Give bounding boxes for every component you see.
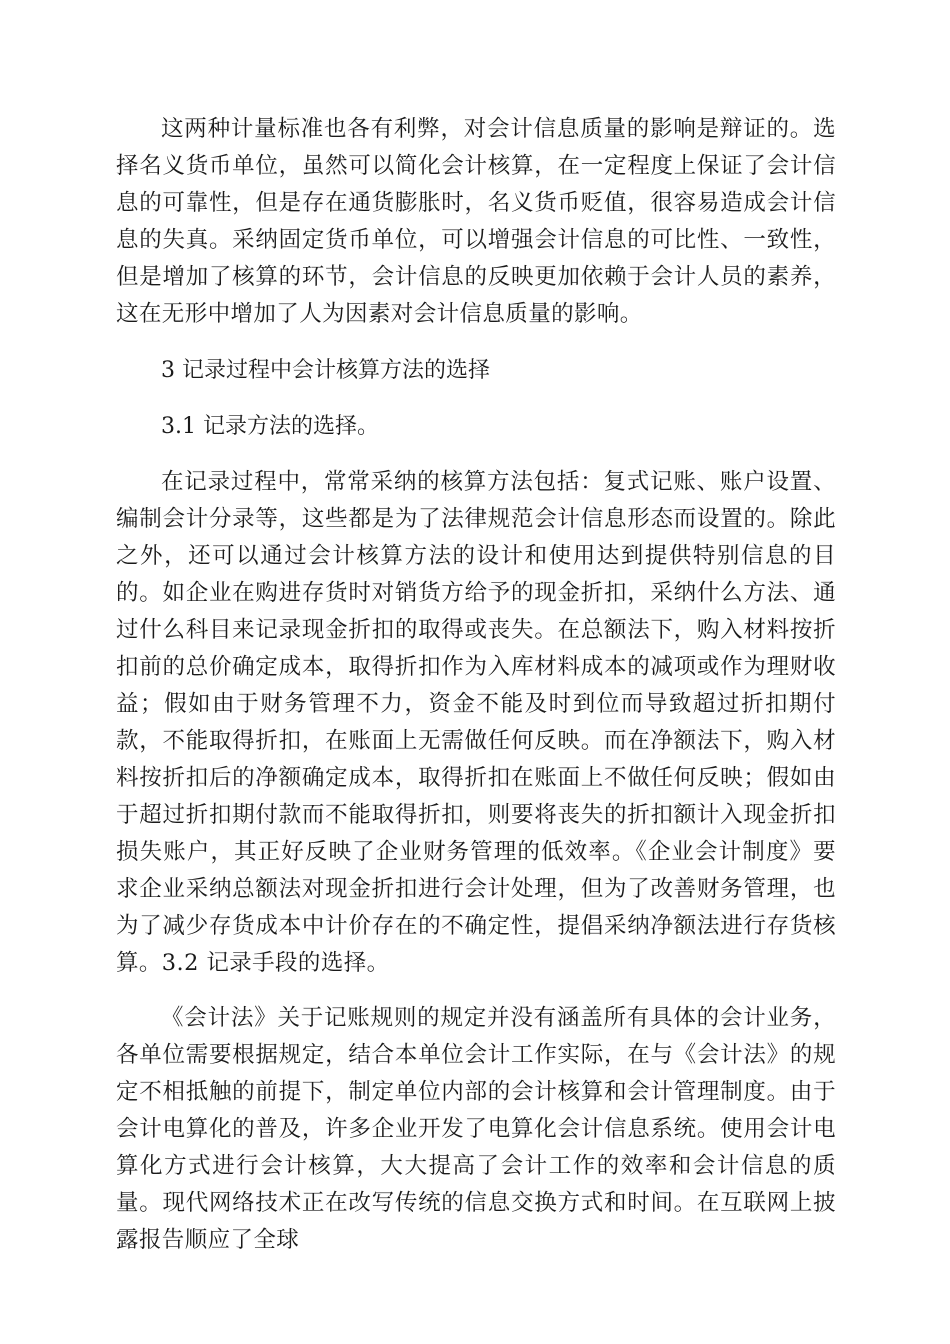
subsection-heading-3-1: 3.1 记录方法的选择。 bbox=[161, 414, 379, 439]
document-page bbox=[116, 111, 836, 1259]
paragraph-accounting-law: 《会计法》关于记账规则的规定并没有涵盖所有具体的会计业务，各单位需要根据规定，结合本单位会计工作实际，在与《会计法》的规定不相抵触的前提下，制定单位内部的会计核算和会计管理制度。由于会计电算化的普及，许多企业开发了电算化会计信息系统。使用会计电算化方式进行会计核算，大大提高了会计工作的效率和会计信息的质量。现代网络技术正在改写传统的信息交换方式和时间。在互联网上披露报告顺应了全球 bbox=[116, 1005, 836, 1253]
paragraph-recording-methods: 在记录过程中，常常采纳的核算方法包括：复式记账、账户设置、编制会计分录等，这些都是为了法律规范会计信息形态而设置的。除此之外，还可以通过会计核算方法的设计和使用达到提供特别信息的目的。如企业在购进存货时对销货方给予的现金折扣，采纳什么方法、通过什么科目来记录现金折扣的取得或丧失。在总额法下，购入材料按折扣前的总价确定成本，取得折扣作为入库材料成本的减项或作为理财收益；假如由于财务管理不力，资金不能及时到位而导致超过折扣期付款，不能取得折扣，在账面上无需做任何反映。而在净额法下，购入材料按折扣后的净额确定成本，取得折扣在账面上不做任何反映；假如由于超过折扣期付款而不能取得折扣，则要将丧失的折扣额计入现金折扣损失账户，其正好反映了企业财务管理的低效率。《企业会计制度》要求企业采纳总额法对现金折扣进行会计处理，但为了改善财务管理，也为了减少存货成本中计价存在的不确定性，提倡采纳净额法进行存货核算。3.2 记录手段的选择。 bbox=[116, 469, 836, 976]
paragraph-measurement-standards: 这两种计量标准也各有利弊，对会计信息质量的影响是辩证的。选择名义货币单位，虽然可以简化会计核算，在一定程度上保证了会计信息的可靠性，但是存在通货膨胀时，名义货币贬值，很容易造成会计信息的失真。采纳固定货币单位，可以增强会计信息的可比性、一致性，但是增加了核算的环节，会计信息的反映更加依赖于会计人员的素养，这在无形中增加了人为因素对会计信息质量的影响。 bbox=[116, 116, 836, 327]
section-heading-3: 3 记录过程中会计核算方法的选择 bbox=[161, 358, 490, 383]
